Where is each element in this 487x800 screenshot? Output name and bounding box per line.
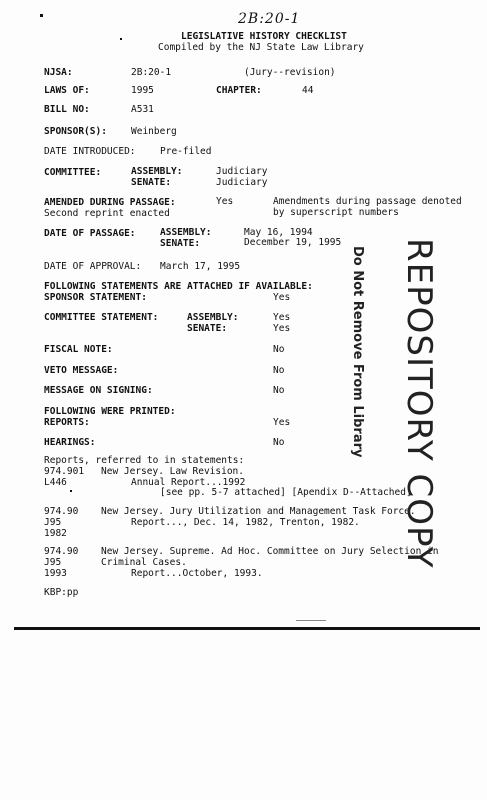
- committee-statement-assembly-value: Yes: [273, 312, 291, 323]
- veto-message-label: VETO MESSAGE:: [44, 365, 119, 376]
- sponsor-label: SPONSOR(S):: [44, 126, 107, 137]
- njsa-label: NJSA:: [44, 67, 73, 78]
- sponsor-statement-value: Yes: [273, 292, 291, 303]
- page-title: LEGISLATIVE HISTORY CHECKLIST: [181, 31, 347, 42]
- laws-of-value: 1995: [131, 85, 154, 96]
- ref3-line2: Criminal Cases.: [101, 557, 187, 568]
- hearings-value: No: [273, 437, 285, 448]
- message-on-signing-label: MESSAGE ON SIGNING:: [44, 385, 153, 396]
- ref2-line2: Report..., Dec. 14, 1982, Trenton, 1982.: [131, 517, 360, 528]
- fiscal-note-value: No: [273, 344, 285, 355]
- ref3-line1: New Jersey. Supreme. Ad Hoc. Committee on Jury Selection in: [101, 546, 439, 557]
- sponsor-statement-label: SPONSOR STATEMENT:: [44, 292, 147, 303]
- amended-reprint: Second reprint enacted: [44, 208, 170, 219]
- scan-mark: [296, 620, 326, 621]
- reports-intro: Reports, referred to in statements:: [44, 455, 245, 466]
- hearings-label: HEARINGS:: [44, 437, 96, 448]
- passage-label: DATE OF PASSAGE:: [44, 228, 136, 239]
- ref3-call-number-2: J95: [44, 557, 62, 568]
- scan-mark: [120, 38, 122, 40]
- passage-senate-value: December 19, 1995: [244, 237, 342, 248]
- bill-no-value: A531: [131, 104, 154, 115]
- reports-label: REPORTS:: [44, 417, 90, 428]
- passage-assembly-value: May 16, 1994: [244, 227, 313, 238]
- ref1-line2: Annual Report...1992: [131, 477, 246, 488]
- ref1-line3: [see pp. 5-7 attached] [Apendix D--Attached]: [160, 487, 412, 498]
- ref1-call-number-2: L446: [44, 477, 67, 488]
- following-statements-heading: FOLLOWING STATEMENTS ARE ATTACHED IF AVAILABLE:: [44, 281, 313, 292]
- ref1-line1: New Jersey. Law Revision.: [101, 466, 244, 477]
- ref2-call-number-3: 1982: [44, 528, 67, 539]
- passage-senate-label: SENATE:: [160, 238, 201, 249]
- following-printed-heading: FOLLOWING WERE PRINTED:: [44, 406, 176, 417]
- ref2-call-number-2: J95: [44, 517, 62, 528]
- laws-of-label: LAWS OF:: [44, 85, 90, 96]
- date-introduced-label: DATE INTRODUCED:: [44, 146, 136, 157]
- committee-senate-label: SENATE:: [131, 177, 172, 188]
- amended-value: Yes: [216, 196, 234, 207]
- typist-initials: KBP:pp: [44, 587, 79, 598]
- committee-assembly-label: ASSEMBLY:: [131, 166, 183, 177]
- page-divider: [14, 627, 480, 630]
- fiscal-note-label: FISCAL NOTE:: [44, 344, 113, 355]
- ref2-call-number: 974.90: [44, 506, 79, 517]
- veto-message-value: No: [273, 365, 285, 376]
- amended-label: AMENDED DURING PASSAGE:: [44, 197, 176, 208]
- date-introduced-value: Pre-filed: [160, 146, 212, 157]
- passage-assembly-label: ASSEMBLY:: [160, 227, 212, 238]
- njsa-value: 2B:20-1: [131, 67, 172, 78]
- repository-stamp: [348, 238, 439, 569]
- committee-statement-label: COMMITTEE STATEMENT:: [44, 312, 159, 323]
- handwritten-bill-number: 2B:20-1: [238, 11, 301, 27]
- committee-statement-senate-value: Yes: [273, 323, 291, 334]
- approval-value: March 17, 1995: [160, 261, 241, 272]
- committee-assembly-value: Judiciary: [216, 166, 268, 177]
- repository-stamp-line1: REPOSITORY COPY: [399, 238, 439, 569]
- committee-senate-value: Judiciary: [216, 177, 268, 188]
- committee-statement-assembly-label: ASSEMBLY:: [187, 312, 239, 323]
- page-subtitle: Compiled by the NJ State Law Library: [158, 42, 364, 53]
- approval-label: DATE OF APPROVAL:: [44, 261, 142, 272]
- njsa-note: (Jury--revision): [244, 67, 336, 78]
- sponsor-value: Weinberg: [131, 126, 177, 137]
- ref3-line3: Report...October, 1993.: [131, 568, 263, 579]
- reports-value: Yes: [273, 417, 291, 428]
- ref1-call-number: 974.901: [44, 466, 85, 477]
- chapter-label: CHAPTER:: [216, 85, 262, 96]
- ref3-call-number-3: 1993: [44, 568, 67, 579]
- bill-no-label: BILL NO:: [44, 104, 90, 115]
- committee-statement-senate-label: SENATE:: [187, 323, 228, 334]
- scan-mark: [40, 14, 43, 17]
- chapter-value: 44: [302, 85, 314, 96]
- ref2-line1: New Jersey. Jury Utilization and Management Task Force.: [101, 506, 416, 517]
- ref3-call-number: 974.90: [44, 546, 79, 557]
- committee-label: COMMITTEE:: [44, 167, 102, 178]
- amended-note-line1: Amendments during passage denoted: [273, 196, 462, 207]
- message-on-signing-value: No: [273, 385, 285, 396]
- scan-mark: [70, 490, 72, 492]
- amended-note-line2: by superscript numbers: [273, 207, 399, 218]
- repository-stamp-line2: Do Not Remove From Library: [350, 246, 365, 458]
